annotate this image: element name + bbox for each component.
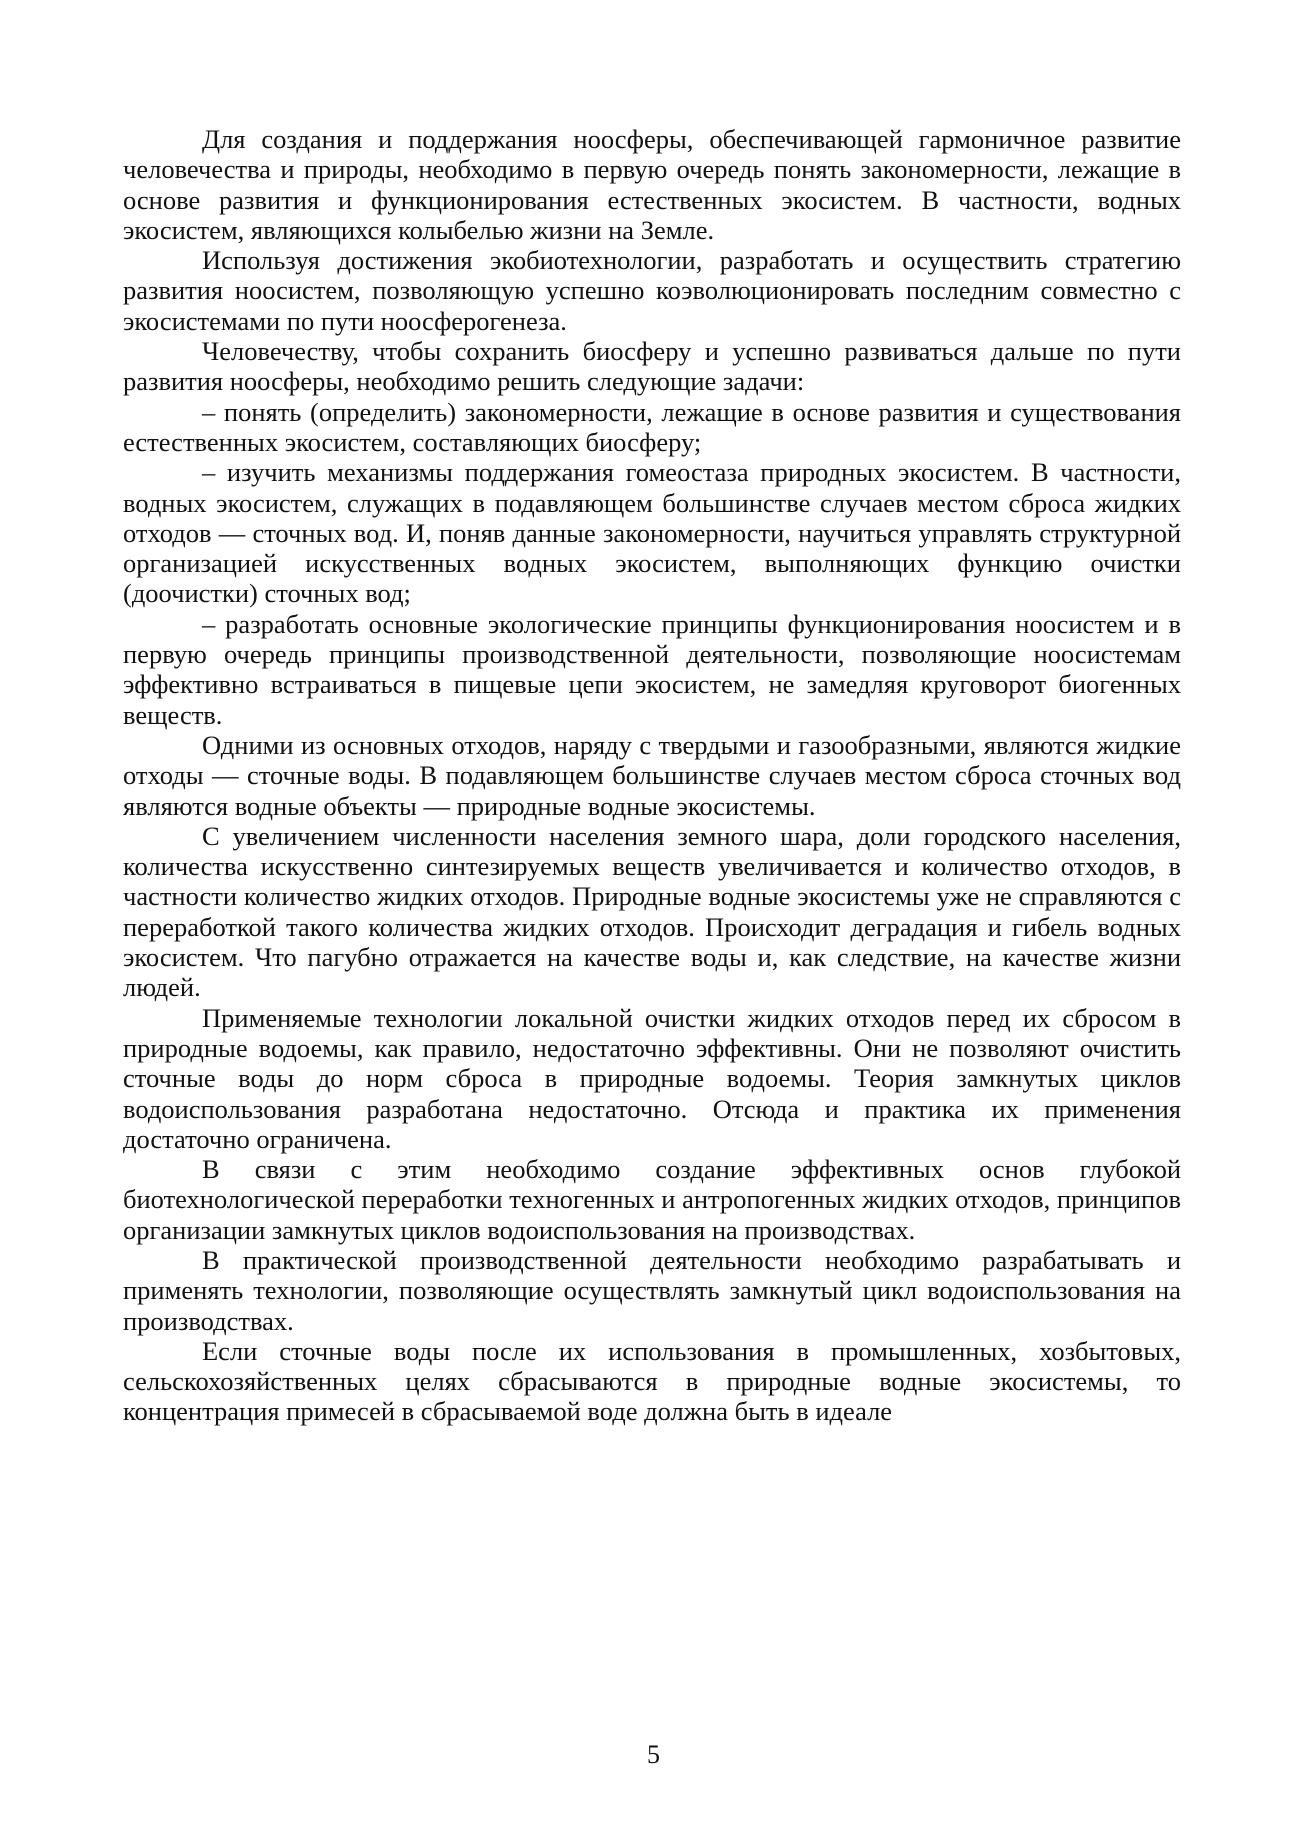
paragraph: Человечеству, чтобы сохранить биосферу и успешно развиваться дальше по пути развития ноосферы, необходимо решить следующие задачи: [123,336,1181,397]
list-item: – понять (определить) закономерности, лежащие в основе развития и существования естественных экосистем, составляющих биосферу; [123,396,1181,457]
list-item: – изучить механизмы поддержания гомеостаза природных экосистем. В частности, водных экосистем, служащих в подавляющем большинстве случаев местом сброса жидких отходов — сточных вод. И, поняв данные закономерности, научиться управлять структурной организацией искусственных водных экосистем, выполняющих функцию очистки (доочистки) сточных вод; [123,457,1181,609]
paragraph: Применяемые технологии локальной очистки жидких отходов перед их сбросом в природные водоемы, как правило, недостаточно эффективны. Они не позволяют очистить сточные воды до норм сброса в природные водоемы. Теория замкнутых циклов водоиспользования разработана недостаточно. Отсюда и практика их применения достаточно ограничена. [123,1002,1181,1154]
paragraph: Если сточные воды после их использования в промышленных, хозбытовых, сельскохозяйственных целях сбрасываются в природные водные экосистемы, то концентрация примесей в сбрасываемой воде должна быть в идеале [123,1335,1181,1427]
page-number: 5 [647,1740,660,1769]
paragraph: Для создания и поддержания ноосферы, обеспечивающей гармоничное развитие человечества и природы, необходимо в первую очередь понять закономерности, лежащие в основе развития и функционирования естественных экосистем. В частности, водных экосистем, являющихся колыбелью жизни на Земле. [123,124,1181,245]
paragraph: С увеличением численности населения земного шара, доли городского населения, количества искусственно синтезируемых веществ увеличивается и количество отходов, в частности количество жидких отходов. Природные водные экосистемы уже не справляются с переработкой такого количества жидких отходов. Происходит деградация и гибель водных экосистем. Что пагубно отражается на качестве воды и, как следствие, на качестве жизни людей. [123,820,1181,1003]
paragraph: Используя достижения экобиотехнологии, разработать и осуществить стратегию развития ноосистем, позволяющую успешно коэволюционировать последним совместно с экосистемами по пути ноосферогенеза. [123,245,1181,336]
paragraph: В связи с этим необходимо создание эффективных основ глубокой биотехнологической переработки техногенных и антропогенных жидких отходов, принципов организации замкнутых циклов водоиспользования на производствах. [123,1154,1181,1245]
list-item: – разработать основные экологические принципы функционирования ноосистем и в первую очередь принципы производственной деятельности, позволяющие ноосистемам эффективно встраиваться в пищевые цепи экосистем, не замедляя круговорот биогенных веществ. [123,608,1181,730]
body-text [123,124,1181,1427]
paragraph: Одними из основных отходов, наряду с твердыми и газообразными, являются жидкие отходы — сточные воды. В подавляющем большинстве случаев местом сброса сточных вод являются водные объекты — природные водные экосистемы. [123,729,1181,821]
paragraph: В практической производственной деятельности необходимо разрабатывать и применять технологии, позволяющие осуществлять замкнутый цикл водоиспользования на производствах. [123,1244,1181,1336]
